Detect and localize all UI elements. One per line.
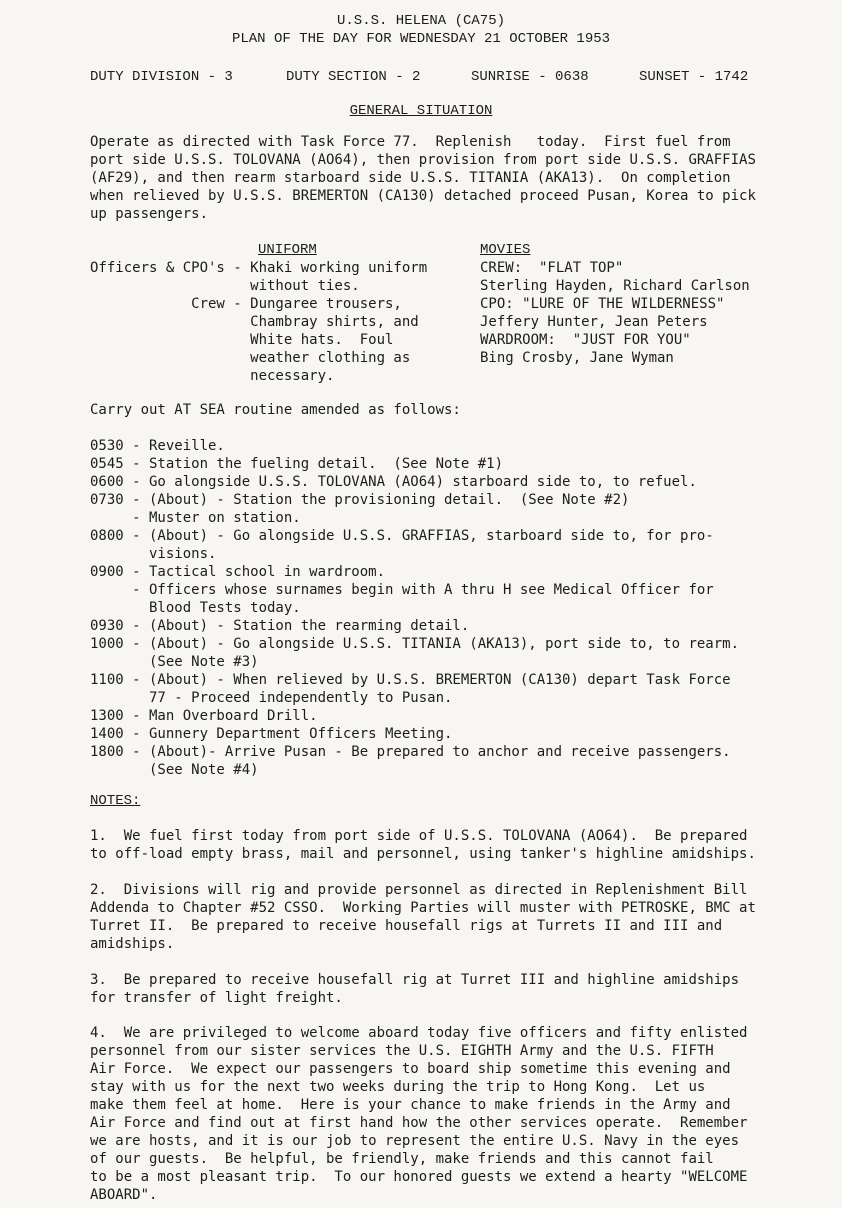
note-1: 1. We fuel first today from port side of U.S.S. TOLOVANA (AO64). Be prepared to off-load empty brass, mail and personnel, using tanker's highline amidships. [90, 828, 756, 862]
note-3: 3. Be prepared to receive housefall rig at Turret III and highline amidships for transfer of light freight. [90, 972, 740, 1006]
sunset: SUNSET - 1742 [639, 69, 749, 85]
schedule-list: 0530 - Reveille. 0545 - Station the fueling detail. (See Note #1) 0600 - Go alongside U.S.S. TOLOVANA (AO64) starboard side to, to refuel. 0730 - (About) - Station the provisioning detail. (See Note #2) - Muster on station. 0800 - (About) - Go alongside U.S.S. GRAFFIAS, starboard side to, for pro- visions. 0900 - Tactical school in wardroom. - Officers whose surnames begin with A thru H see Medical Officer for Blood Tests today. 0930 - (About) - Station the rearming detail. 1000 - (About) - Go alongside U.S.S. TITANIA (AKA13), port side to, to rearm. (See Note #3) 1100 - (About) - When relieved by U.S.S. BREMERTON (CA130) depart Task Force 77 - Proceed independently to Pusan. 1300 - Man Overboard Drill. 1400 - Gunnery Department Officers Meeting. 1800 - (About)- Arrive Pusan - Be prepared to anchor and receive passengers. (See Note #4) [90, 438, 740, 778]
ship-title: U.S.S. HELENA (CA75) [336, 13, 506, 29]
notes-heading: NOTES: [90, 793, 141, 809]
general-situation-heading: GENERAL SITUATION [349, 103, 493, 119]
routine-intro: Carry out AT SEA routine amended as follows: [90, 402, 461, 418]
duty-division: DUTY DIVISION - 3 [90, 69, 233, 85]
plan-title: PLAN OF THE DAY FOR WEDNESDAY 21 OCTOBER 1953 [231, 31, 611, 47]
movies-heading: MOVIES [480, 242, 531, 258]
general-situation-text: Operate as directed with Task Force 77. Replenish today. First fuel from port side U.S.S. TOLOVANA (AO64), then provision from port side U.S.S. GRAFFIAS (AF29), and then rearm starboard side U.S.S. TITANIA (AKA13). On completion when relieved by U.S.S. BREMERTON (CA130) detached proceed Pusan, Korea to pick up passengers. [90, 134, 756, 222]
note-4: 4. We are privileged to welcome aboard today five officers and fifty enlisted personnel from our sister services the U.S. EIGHTH Army and the U.S. FIFTH Air Force. We expect our passengers to board ship sometime this evening and stay with us for the next two weeks during the trip to Hong Kong. Let us make them feel at home. Here is your chance to make friends in the Army and Air Force and find out at first hand how the other services operate. Remember we are hosts, and it is our job to represent the entire U.S. Navy in the eyes of our guests. Be helpful, be friendly, make friends and this cannot fail to be a most pleasant trip. To our honored guests we extend a hearty "WELCOME ABOARD". [90, 1025, 748, 1203]
duty-section: DUTY SECTION - 2 [286, 69, 421, 85]
movies-text: CREW: "FLAT TOP" Sterling Hayden, Richard Carlson CPO: "LURE OF THE WILDERNESS" Jeffery Hunter, Jean Peters WARDROOM: "JUST FOR YOU" Bing Crosby, Jane Wyman [480, 260, 750, 366]
note-2: 2. Divisions will rig and provide personnel as directed in Replenishment Bill Addenda to Chapter #52 CSSO. Working Parties will muster with PETROSKE, BMC at Turret II. Be prepared to receive housefall rigs at Turrets II and III and amidships. [90, 882, 756, 952]
sunrise: SUNRISE - 0638 [471, 69, 589, 85]
uniform-text: Officers & CPO's - Khaki working uniform without ties. Crew - Dungaree trousers, Chambray shirts, and White hats. Foul weather clothing as necessary. [90, 260, 428, 384]
uniform-heading: UNIFORM [258, 242, 317, 258]
